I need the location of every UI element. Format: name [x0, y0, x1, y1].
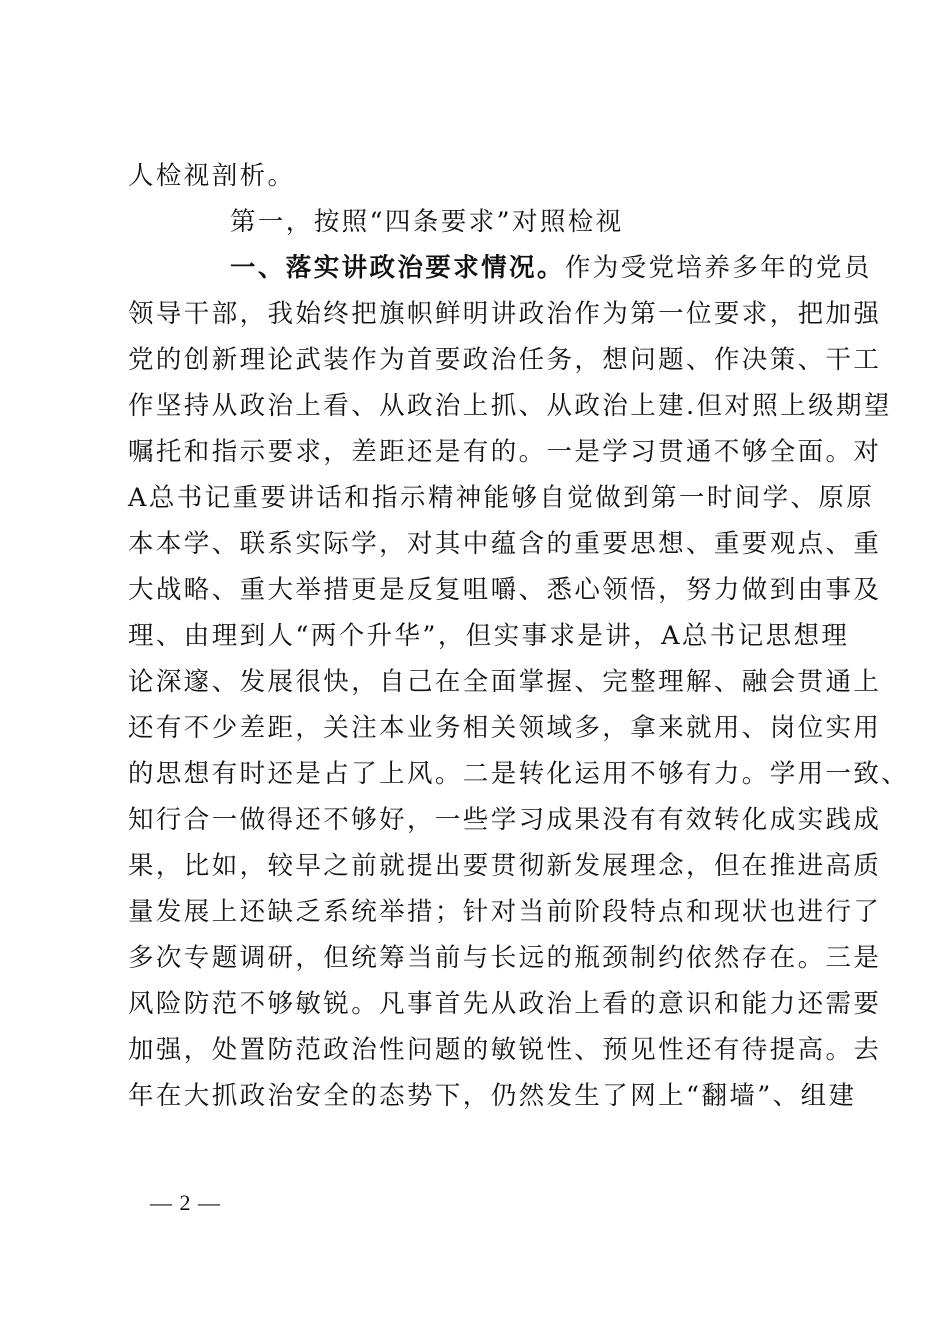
- text-line: 人检视剖析。: [128, 161, 296, 191]
- text-line: 果，比如，较早之前就提出要贯彻新发展理念，但在推进高质: [128, 851, 882, 881]
- text-line: 领导干部，我始终把旗帜鲜明讲政治作为第一位要求，把加强: [128, 299, 882, 329]
- subheading-line: 第一，按照“四条要求”对照检视: [230, 207, 624, 237]
- text-line: 党的创新理论武装作为首要政治任务，想问题、作决策、干工: [128, 345, 882, 375]
- text-line: 加强，处置防范政治性问题的敏锐性、预见性还有待提高。去: [128, 1035, 882, 1065]
- text-line: 本本学、联系实际学，对其中蕴含的重要思想、重要观点、重: [128, 529, 882, 559]
- text-line: A总书记重要讲话和指示精神能够自觉做到第一时间学、原原: [128, 483, 875, 513]
- text-line: 年在大抓政治安全的态势下，仍然发生了网上“翻墙”、组建: [128, 1081, 857, 1111]
- text-line: 风险防范不够敏锐。凡事首先从政治上看的意识和能力还需要: [128, 989, 882, 1019]
- page-number: — 2 —: [150, 1190, 221, 1215]
- text-line: 的思想有时还是占了上风。二是转化运用不够有力。学用一致、: [128, 759, 910, 789]
- section-heading-line: [128, 245, 872, 291]
- text-line: 知行合一做得还不够好，一些学习成果没有有效转化成实践成: [128, 805, 882, 835]
- section-heading-continuation: 作为受党培养多年的党员: [564, 253, 872, 283]
- text-line: 还有不少差距，关注本业务相关领域多，拿来就用、岗位实用: [128, 713, 882, 743]
- body-text: [128, 153, 910, 1119]
- text-line: 大战略、重大举措更是反复咀嚼、悉心领悟，努力做到由事及: [128, 575, 882, 605]
- text-line: 量发展上还缺乏系统举措；针对当前阶段特点和现状也进行了: [128, 897, 882, 927]
- text-line: 多次专题调研，但统筹当前与长远的瓶颈制约依然存在。三是: [128, 943, 882, 973]
- text-line: 论深邃、发展很快，自己在全面掌握、完整理解、融会贯通上: [128, 667, 882, 697]
- text-line: 嘱托和指示要求，差距还是有的。一是学习贯通不够全面。对: [128, 437, 882, 467]
- section-heading: 一、落实讲政治要求情况。: [230, 253, 565, 283]
- text-line: 作坚持从政治上看、从政治上抓、从政治上建.但对照上级期望: [128, 391, 892, 421]
- text-line: 理、由理到人“两个升华”，但实事求是讲，A总书记思想理: [128, 621, 850, 651]
